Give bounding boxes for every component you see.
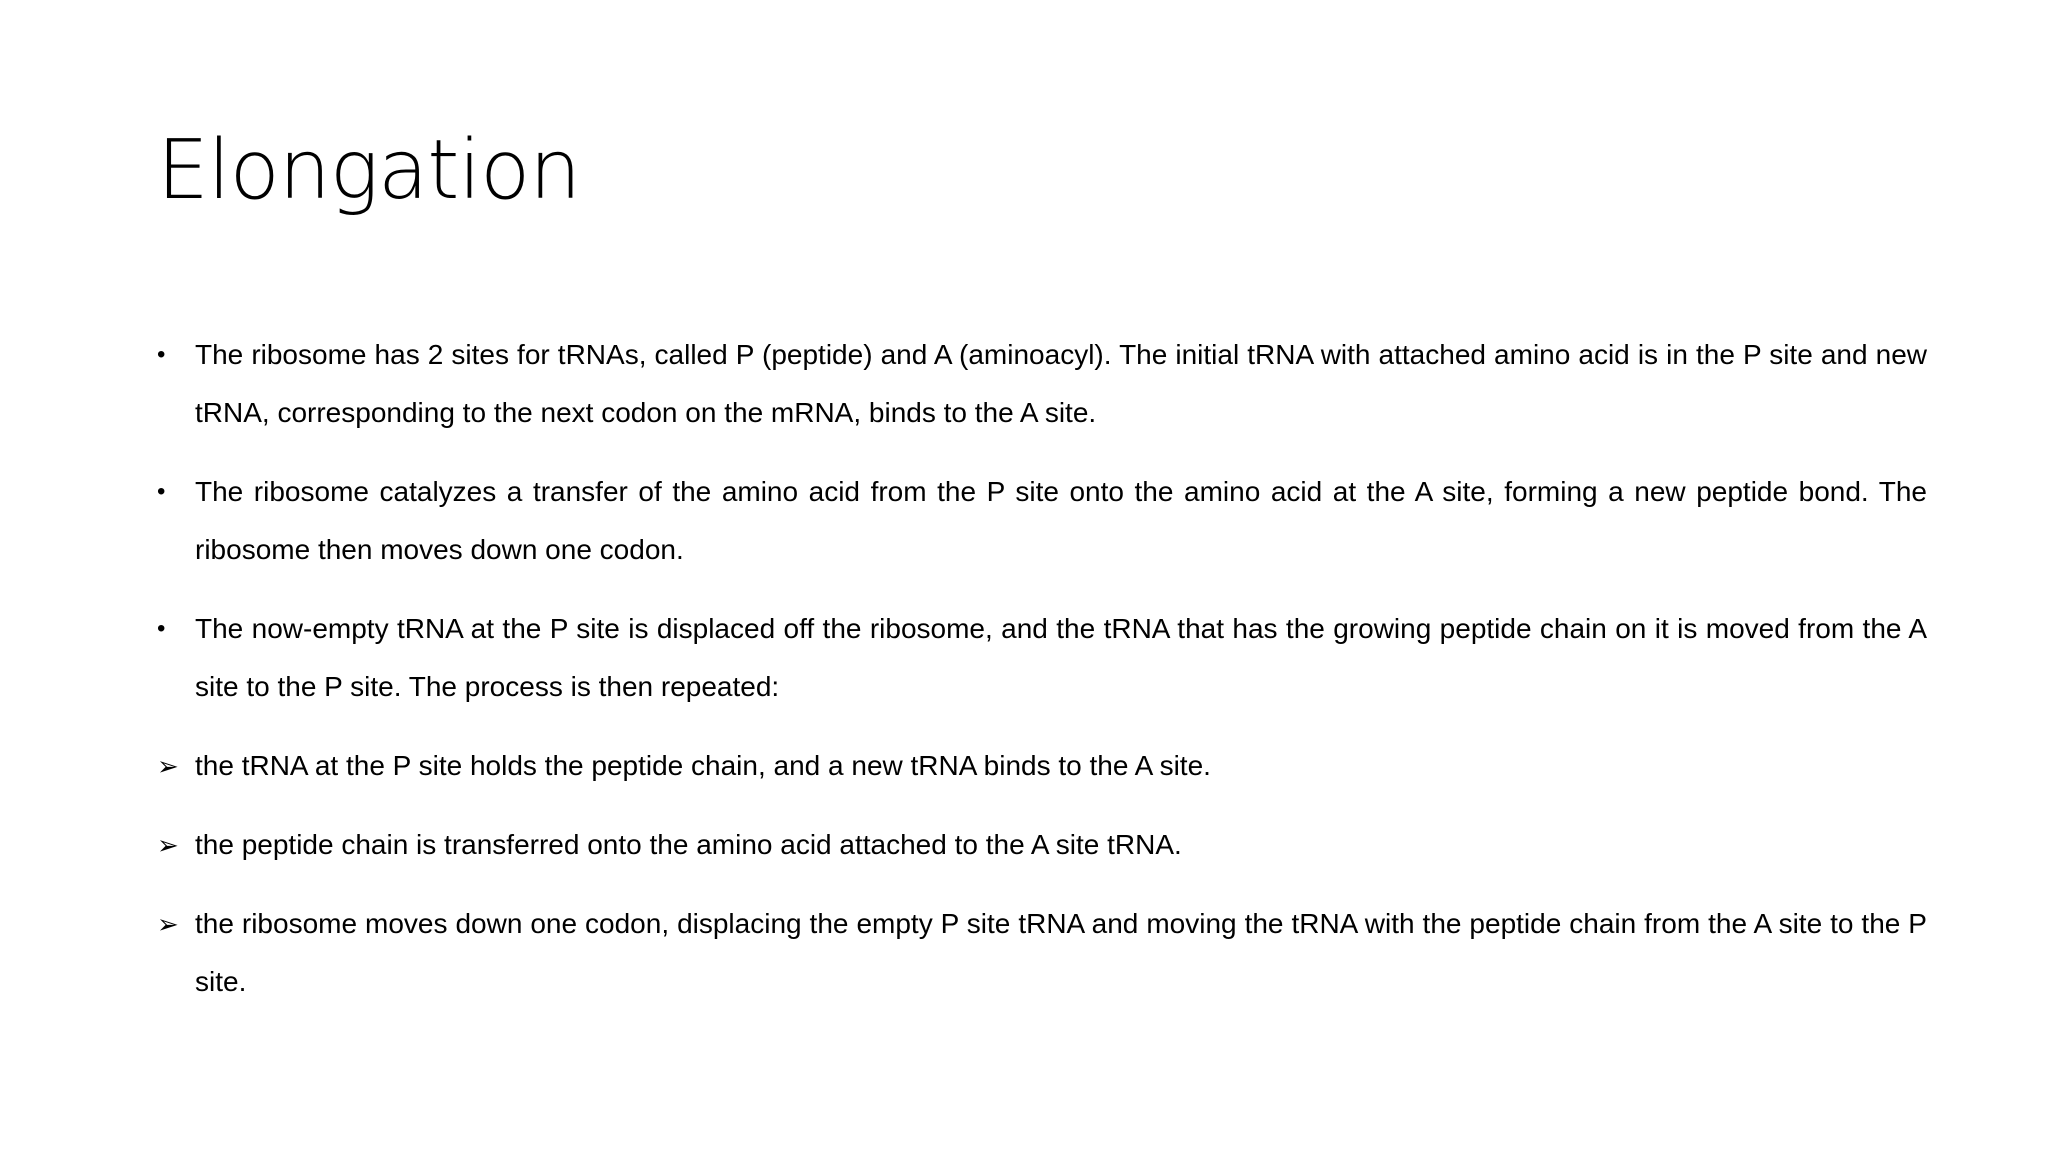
list-item-text: the ribosome moves down one codon, displacing the empty P site tRNA and moving the tRNA with the peptide chain from the A site to the P site. (195, 908, 1927, 997)
list-item (157, 895, 1927, 1011)
bullet-icon: • (157, 341, 166, 368)
arrow-bullet-icon: ➢ (157, 830, 179, 860)
list-item (157, 737, 1927, 795)
arrow-bullet-icon: ➢ (157, 751, 179, 781)
slide-title: Elongation (157, 123, 581, 218)
list-item-text: the tRNA at the P site holds the peptide chain, and a new tRNA binds to the A site. (195, 750, 1211, 781)
list-item-text: The now-empty tRNA at the P site is displaced off the ribosome, and the tRNA that has the growing peptide chain on it is moved from the A site to the P site. The process is then repeated: (195, 613, 1927, 702)
bullet-icon: • (157, 478, 166, 505)
arrow-bullet-icon: ➢ (157, 909, 179, 939)
slide-body (157, 326, 1927, 1032)
list-item (157, 463, 1927, 579)
list-item-text: the peptide chain is transferred onto the amino acid attached to the A site tRNA. (195, 829, 1182, 860)
list-item-text: The ribosome catalyzes a transfer of the amino acid from the P site onto the amino acid at the A site, forming a new peptide bond. The ribosome then moves down one codon. (195, 476, 1927, 565)
list-item (157, 816, 1927, 874)
list-item-text: The ribosome has 2 sites for tRNAs, called P (peptide) and A (aminoacyl). The initial tRNA with attached amino acid is in the P site and new tRNA, corresponding to the next codon on the mRNA, binds to the A site. (195, 339, 1927, 428)
list-item (157, 600, 1927, 716)
bullet-icon: • (157, 615, 166, 642)
list-item (157, 326, 1927, 442)
